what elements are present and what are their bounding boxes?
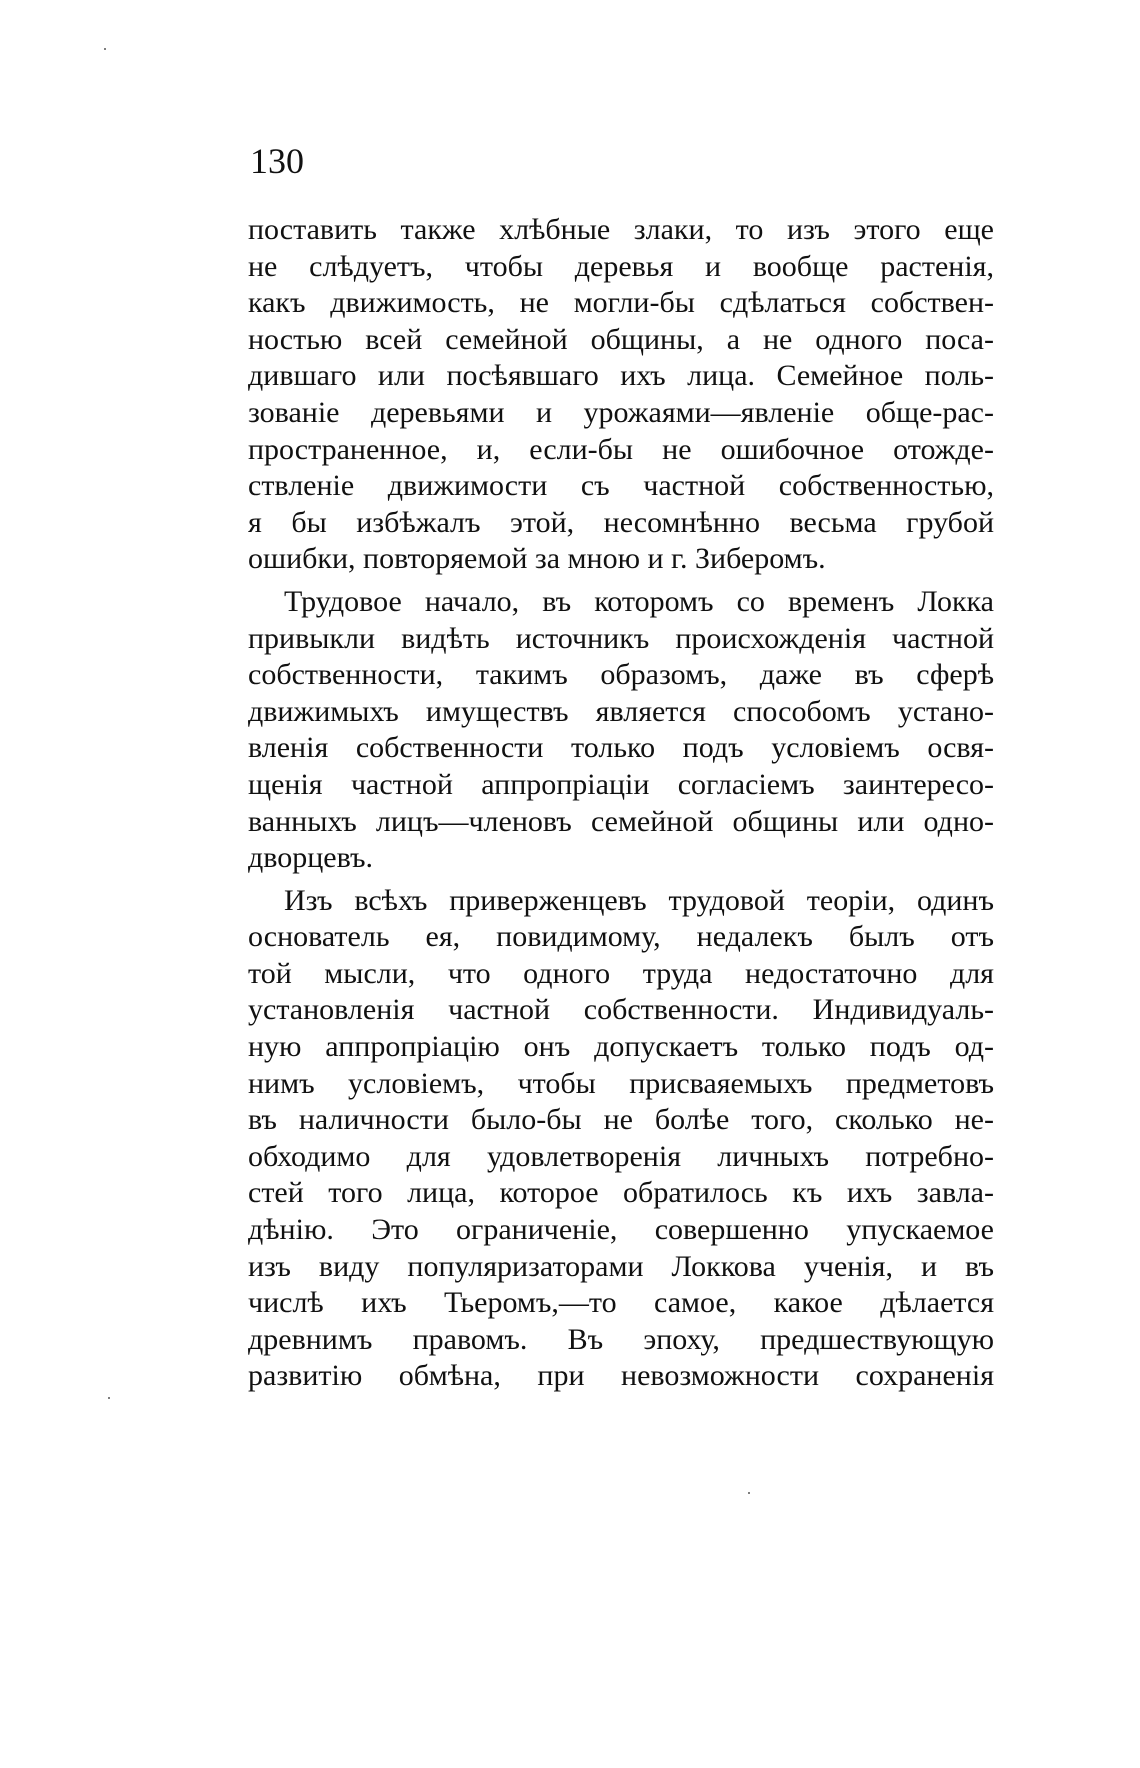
text-line: вленія собственности только подъ условіемъ освя-: [248, 731, 994, 765]
scan-speck: [104, 48, 106, 50]
paragraph-2: [248, 584, 994, 877]
text-line: ную аппропріацію онъ допускаетъ только подъ од-: [248, 1030, 994, 1064]
text-line: собственности, такимъ образомъ, даже въ сферѣ: [248, 658, 994, 692]
text-line: той мысли, что одного труда недостаточно для: [248, 956, 994, 990]
text-line: поставить также хлѣбные злаки, то изъ этого еще: [248, 213, 994, 246]
text-line: древнимъ правомъ. Въ эпоху, предшествующую: [248, 1322, 994, 1356]
text-line: числѣ ихъ Тьеромъ,—то самое, какое дѣлается: [248, 1286, 994, 1320]
text-line: развитію обмѣна, при невозможности сохраненія: [248, 1359, 994, 1393]
text-line: не слѣдуетъ, чтобы деревья и вообще растенія,: [248, 249, 994, 283]
text-line: движимыхъ имуществъ является способомъ устано-: [248, 694, 994, 728]
text-line: какъ движимость, не могли-бы сдѣлаться собствен-: [248, 286, 994, 320]
paragraph-3: [248, 883, 994, 1395]
text-line: стей того лица, которое обратилось къ ихъ завла-: [248, 1176, 994, 1210]
text-line: нимъ условіемъ, чтобы присваяемыхъ предметовъ: [248, 1066, 994, 1100]
text-line: изъ виду популяризаторами Локкова ученія, и въ: [248, 1249, 994, 1283]
text-line: Изъ всѣхъ приверженцевъ трудовой теоріи, одинъ: [284, 883, 994, 917]
text-line: щенія частной аппропріаціи согласіемъ заинтересо-: [248, 767, 994, 801]
scan-speck: [748, 1492, 750, 1494]
page-number: 130: [250, 141, 304, 181]
text-line: ностью всей семейной общины, а не одного поса-: [248, 322, 994, 356]
text-line: привыкли видѣть источникъ происхожденія частной: [248, 621, 994, 655]
text-line: ошибки, повторяемой за мною и г. Зиберомъ.: [248, 542, 826, 576]
body-text: [248, 212, 994, 1395]
paragraph-1: [248, 212, 994, 578]
text-line: въ наличности было-бы не болѣе того, сколько не-: [248, 1103, 994, 1137]
text-line: пространенное, и, если-бы не ошибочное отожде-: [248, 432, 994, 466]
text-line: зованіе деревьями и урожаями—явленіе обще-рас-: [248, 395, 994, 429]
text-line: основатель ея, повидимому, недалекъ былъ отъ: [248, 920, 994, 954]
text-line: дившаго или посѣявшаго ихъ лица. Семейное поль-: [248, 359, 994, 393]
text-line: обходимо для удовлетворенія личныхъ потребно-: [248, 1139, 994, 1173]
scan-speck: [108, 1397, 110, 1399]
text-line: ванныхъ лицъ—членовъ семейной общины или одно-: [248, 804, 994, 838]
text-line: дѣнію. Это ограниченіе, совершенно упускаемое: [248, 1213, 994, 1247]
text-line: ствленіе движимости съ частной собственностью,: [248, 469, 994, 503]
text-line: дворцевъ.: [248, 841, 374, 875]
text-line: установленія частной собственности. Индивидуаль-: [248, 993, 994, 1027]
text-line: Трудовое начало, въ которомъ со временъ Локка: [284, 584, 994, 618]
text-line: я бы избѣжалъ этой, несомнѣнно весьма грубой: [248, 505, 994, 539]
